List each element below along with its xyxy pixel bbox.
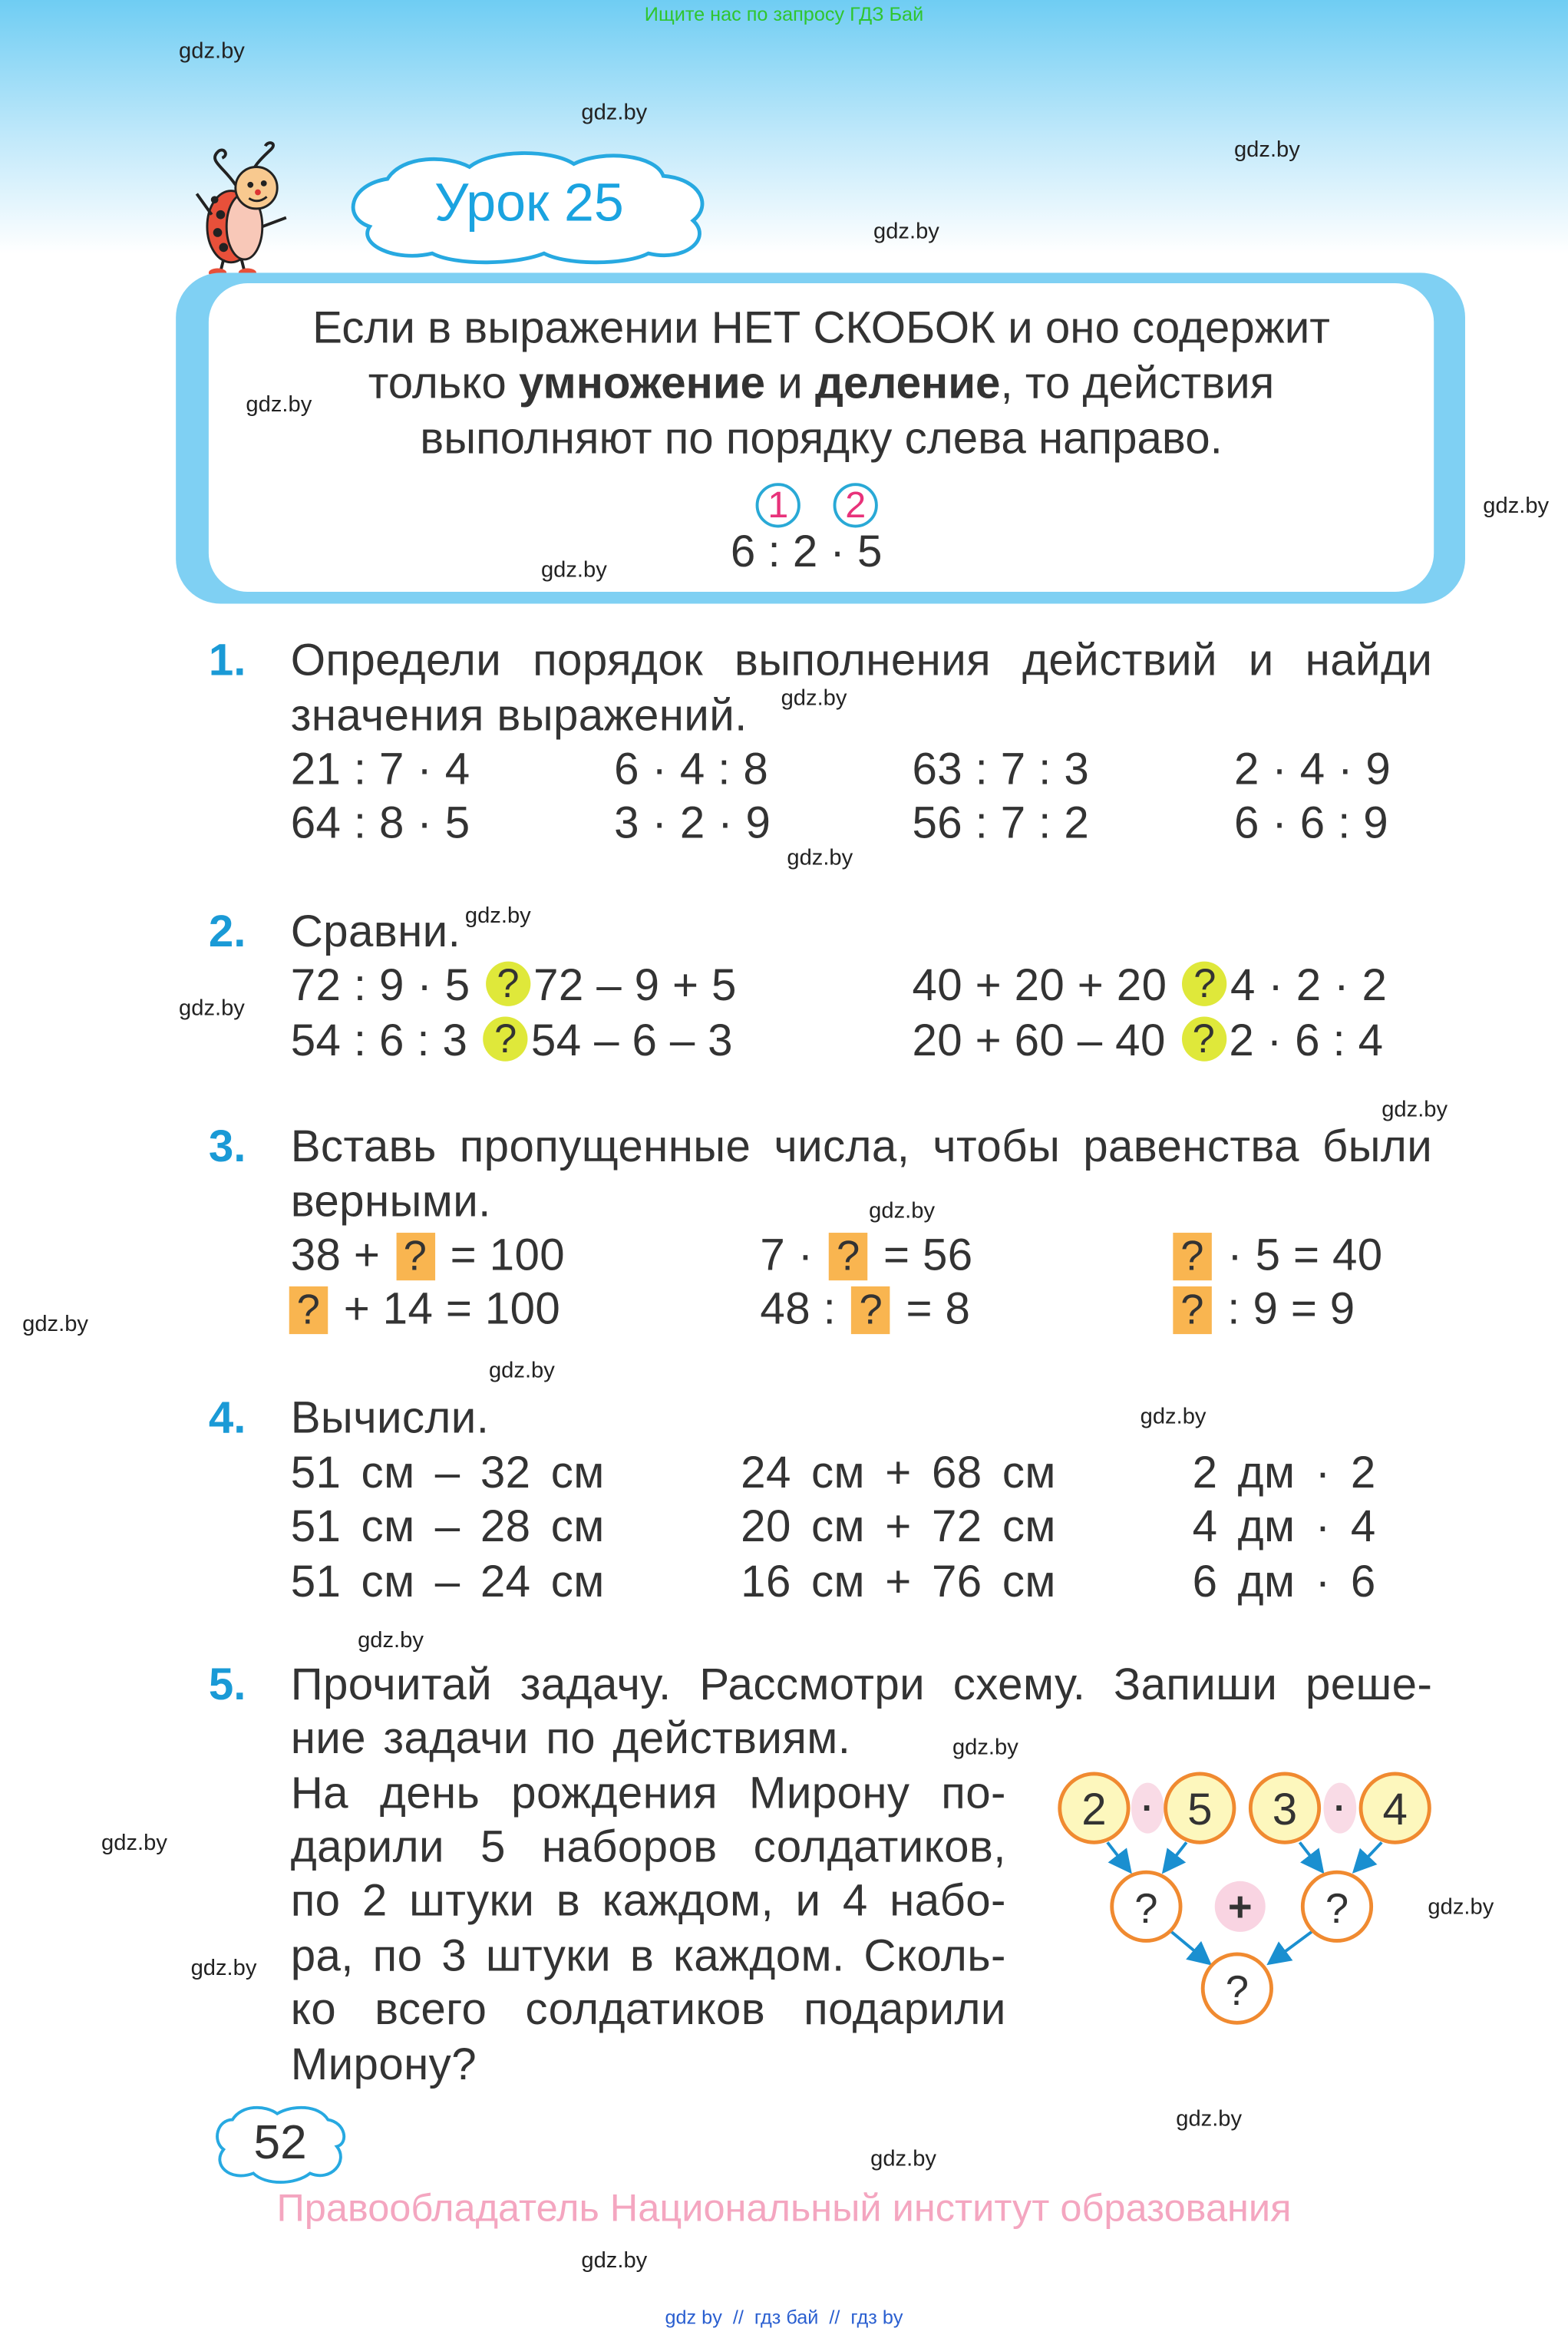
blank-box[interactable]: ?: [396, 1233, 434, 1280]
expression: 20 см + 72 см: [741, 1502, 1056, 1552]
task-2-title: Сравни.: [290, 907, 461, 957]
watermark: gdz.by: [246, 391, 312, 418]
task-3-text: Вставь пропущенные числа, чтобы равенства были: [290, 1122, 1433, 1172]
blank-box[interactable]: ?: [1173, 1233, 1211, 1280]
watermark: gdz.by: [101, 1830, 167, 1856]
watermark: gdz.by: [1233, 137, 1300, 163]
watermark: gdz.by: [1428, 1894, 1494, 1920]
times-sign: ·: [1141, 1788, 1154, 1828]
watermark: gdz.by: [873, 219, 939, 245]
expression: 6 · 6 : 9: [1233, 798, 1389, 848]
task-5-number: 5.: [208, 1660, 246, 1710]
diagram-number: 3: [1272, 1785, 1298, 1835]
equation: 7 · ? = 56: [760, 1231, 973, 1281]
blank-box[interactable]: ?: [1173, 1286, 1211, 1334]
task-5-text: Прочитай задачу. Рассмотри схему. Запиши реше-: [290, 1660, 1433, 1710]
page-number: 52: [253, 2115, 307, 2169]
watermark: gdz.by: [179, 38, 245, 64]
problem-line: дарили 5 наборов солдатиков,: [290, 1823, 1006, 1873]
plus-sign: +: [1227, 1884, 1253, 1931]
watermark: gdz.by: [464, 903, 531, 929]
diagram-number: 4: [1382, 1785, 1408, 1835]
expression: 64 : 8 · 5: [290, 798, 470, 848]
rule-line-3: выполняют по порядку слева направо.: [420, 414, 1223, 464]
compare-mark[interactable]: ?: [486, 962, 530, 1006]
times-sign: ·: [1334, 1788, 1346, 1828]
task-2-number: 2.: [208, 907, 246, 957]
diagram-number: 2: [1081, 1785, 1107, 1835]
top-banner[interactable]: Ищите нас по запросу ГДЗ Бай: [644, 2, 924, 26]
expression: 16 см + 76 см: [741, 1557, 1056, 1607]
expression: 56 : 7 : 2: [912, 798, 1090, 848]
watermark: gdz.by: [1381, 1097, 1448, 1123]
task-4-number: 4.: [208, 1393, 246, 1443]
watermark: gdz.by: [781, 685, 847, 712]
compare-mark[interactable]: ?: [484, 1016, 528, 1061]
comparison: 72 : 9 · 5 ? 72 – 9 + 5: [290, 961, 737, 1011]
expression: 21 : 7 · 4: [290, 745, 470, 795]
expression: 4 дм · 4: [1192, 1502, 1376, 1552]
expression: 3 · 2 · 9: [614, 798, 771, 848]
watermark: gdz.by: [540, 557, 607, 583]
watermark: gdz.by: [581, 2247, 648, 2274]
unknown-mark: ?: [1225, 1966, 1249, 2014]
lesson-title: Урок 25: [434, 171, 624, 233]
equation: 48 : ? = 8: [760, 1285, 971, 1335]
solution-scheme-diagram: [1043, 1759, 1445, 2042]
ladybug-mascot-icon: [191, 140, 299, 278]
watermark: gdz.by: [179, 996, 245, 1022]
task-3-number: 3.: [208, 1122, 246, 1172]
blank-box[interactable]: ?: [829, 1233, 867, 1280]
expression: 51 см – 24 см: [290, 1557, 605, 1607]
order-marker-2: 2: [834, 483, 878, 527]
rule-line-1: Если в выражении НЕТ СКОБОК и оно содержит: [312, 304, 1330, 354]
copyright-footer: Правообладатель Национальный институт образования: [276, 2184, 1292, 2231]
watermark: gdz.by: [1176, 2106, 1243, 2132]
watermark: gdz.by: [870, 2146, 936, 2172]
task-1-text: Определи порядок выполнения действий и найди: [290, 636, 1433, 686]
equation: ? · 5 = 40: [1170, 1230, 1382, 1283]
rule-box: [176, 272, 1465, 603]
expression: 6 · 4 : 8: [614, 745, 769, 795]
task-1-text: значения выражений.: [290, 692, 748, 741]
problem-line: по 2 штуки в каждом, и 4 набо-: [290, 1876, 1006, 1927]
task-3-text: верными.: [290, 1177, 491, 1227]
expression: 2 · 4 · 9: [1233, 745, 1391, 795]
watermark: gdz.by: [787, 845, 853, 871]
task-4-title: Вычисли.: [290, 1393, 490, 1443]
expression: 63 : 7 : 3: [912, 745, 1090, 795]
comparison: 54 : 6 : 3 ? 54 – 6 – 3: [290, 1016, 733, 1066]
compare-mark[interactable]: ?: [1183, 962, 1227, 1006]
rule-line-2: только умножение и деление, то действия: [368, 359, 1275, 409]
equation: ? : 9 = 9: [1170, 1283, 1355, 1337]
equation: 38 + ? = 100: [290, 1231, 566, 1281]
problem-line: На день рождения Мирону по-: [290, 1769, 1006, 1819]
problem-line: ра, по 3 штуки в каждом. Сколь-: [290, 1931, 1006, 1981]
equation: ? + 14 = 100: [286, 1283, 560, 1337]
expression: 51 см – 32 см: [290, 1448, 605, 1498]
comparison: 20 + 60 – 40 ? 2 · 6 : 4: [912, 1016, 1384, 1066]
watermark: gdz.by: [22, 1311, 88, 1337]
problem-line: Мирону?: [290, 2040, 477, 2090]
unknown-mark: ?: [1134, 1885, 1158, 1933]
unknown-mark: ?: [1325, 1885, 1349, 1933]
blank-box[interactable]: ?: [852, 1286, 890, 1334]
problem-line: ко всего солдатиков подарили: [290, 1985, 1006, 2035]
blank-box[interactable]: ?: [289, 1286, 328, 1334]
compare-mark[interactable]: ?: [1181, 1016, 1226, 1061]
expression: 24 см + 68 см: [741, 1448, 1056, 1498]
rule-example: 6 : 2 · 5: [730, 527, 883, 577]
watermark: gdz.by: [358, 1627, 424, 1653]
watermark: gdz.by: [190, 1955, 257, 1981]
task-5-text: ние задачи по действиям.: [290, 1714, 851, 1764]
watermark: gdz.by: [869, 1198, 936, 1224]
expression: 2 дм · 2: [1192, 1448, 1376, 1498]
watermark: gdz.by: [1483, 493, 1550, 519]
watermark: gdz.by: [581, 100, 648, 126]
expression: 51 см – 28 см: [290, 1502, 605, 1552]
bottom-links[interactable]: gdz by // гдз бай // гдз by: [665, 2306, 903, 2329]
order-marker-1: 1: [756, 483, 801, 527]
expression: 6 дм · 6: [1192, 1557, 1376, 1607]
diagram-number: 5: [1187, 1785, 1213, 1835]
watermark: gdz.by: [952, 1735, 1018, 1761]
task-1-number: 1.: [208, 636, 246, 686]
watermark: gdz.by: [1140, 1404, 1207, 1430]
comparison: 40 + 20 + 20 ? 4 · 2 · 2: [912, 961, 1388, 1011]
watermark: gdz.by: [488, 1358, 555, 1384]
